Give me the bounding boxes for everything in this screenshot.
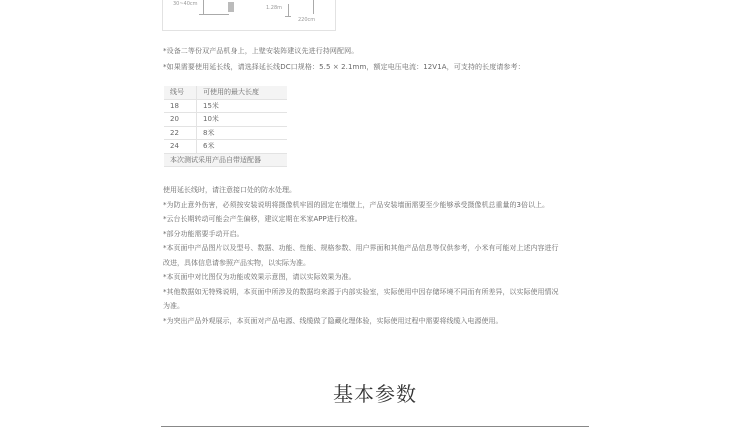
- disclaimer-line: 改进，具体信息请参照产品实物，以实际为准。: [163, 258, 310, 267]
- diagram-line: [285, 16, 291, 17]
- table-header-length: 可使用的最大长度: [197, 86, 288, 99]
- table-cell: 6米: [197, 140, 288, 154]
- disclaimer-line: 为准。: [163, 302, 184, 310]
- table-cell: 18: [164, 99, 197, 113]
- diagram-line: [199, 14, 229, 15]
- table-header-gauge: 线号: [164, 86, 197, 99]
- table-row: [164, 140, 287, 154]
- table-footer: 本次测试采用产品自带适配器: [164, 153, 287, 167]
- diagram-line: [203, 0, 204, 14]
- disclaimer-line: *本页面中对比图仅为功能或效果示意图，请以实际效果为准。: [163, 273, 356, 281]
- camera-shape: [228, 2, 234, 12]
- table-row: [164, 113, 287, 127]
- table-cell: 24: [164, 140, 197, 154]
- table-row: [164, 126, 287, 140]
- table-cell: 8米: [197, 126, 288, 140]
- installation-diagram: [162, 0, 336, 31]
- diagram-line: [288, 4, 289, 16]
- cable-length-table: [164, 86, 287, 167]
- table-footer-row: [164, 153, 287, 167]
- table-cell: 10米: [197, 113, 288, 127]
- table-cell: 20: [164, 113, 197, 127]
- disclaimer-block: [163, 183, 593, 328]
- diagram-label-a: 30~40cm: [173, 1, 198, 7]
- disclaimer-line: *本页面中产品图片以及型号、数据、功能、性能、规格参数、用户界面和其他产品信息等仅供参考，小米有可能对上述内容进行: [163, 244, 559, 252]
- table-row: [164, 99, 287, 113]
- disclaimer-line: *部分功能需要手动开启。: [163, 229, 244, 238]
- table-cell: 22: [164, 126, 197, 140]
- disclaimer-line: *云台长期转动可能会产生偏移，建议定期在米家APP进行校准。: [163, 215, 362, 223]
- table-header-row: [164, 86, 287, 99]
- diagram-label-b: 1.28m: [266, 5, 283, 11]
- disclaimer-line: *为突出产品外观展示，本页面对产品电源、线缆做了隐藏化理体验，实际使用过程中需要将线缆入电源使用。: [163, 316, 503, 325]
- divider: [161, 426, 589, 427]
- diagram-line: [313, 0, 314, 14]
- disclaimer-line: 使用延长线时，请注意接口处的防水处理。: [163, 186, 296, 194]
- section-title: 基本参数: [333, 382, 417, 406]
- table-cell: 15米: [197, 99, 288, 113]
- diagram-label-c: 220cm: [298, 17, 316, 23]
- note-extension-cable: *如果需要使用延长线，请选择延长线DC口规格：5.5 × 2.1mm，额定电压电流：12V1A，可支持的长度请参考：: [163, 63, 525, 71]
- disclaimer-line: *其他数据如无特殊说明，本页面中所涉及的数据均来源于内部实验室，实际使用中因存储环境不同而有所差异，以实际使用情况: [163, 287, 559, 296]
- note-install: *设备二等份双产品机身上，上壁安装阵建议先进行持网配网。: [163, 47, 359, 55]
- disclaimer-line: *为防止意外伤害，必须按安装说明将摄像机牢固的固定在墙壁上，产品安装墙面需要至少能够承受摄像机总重量的3倍以上。: [163, 200, 549, 209]
